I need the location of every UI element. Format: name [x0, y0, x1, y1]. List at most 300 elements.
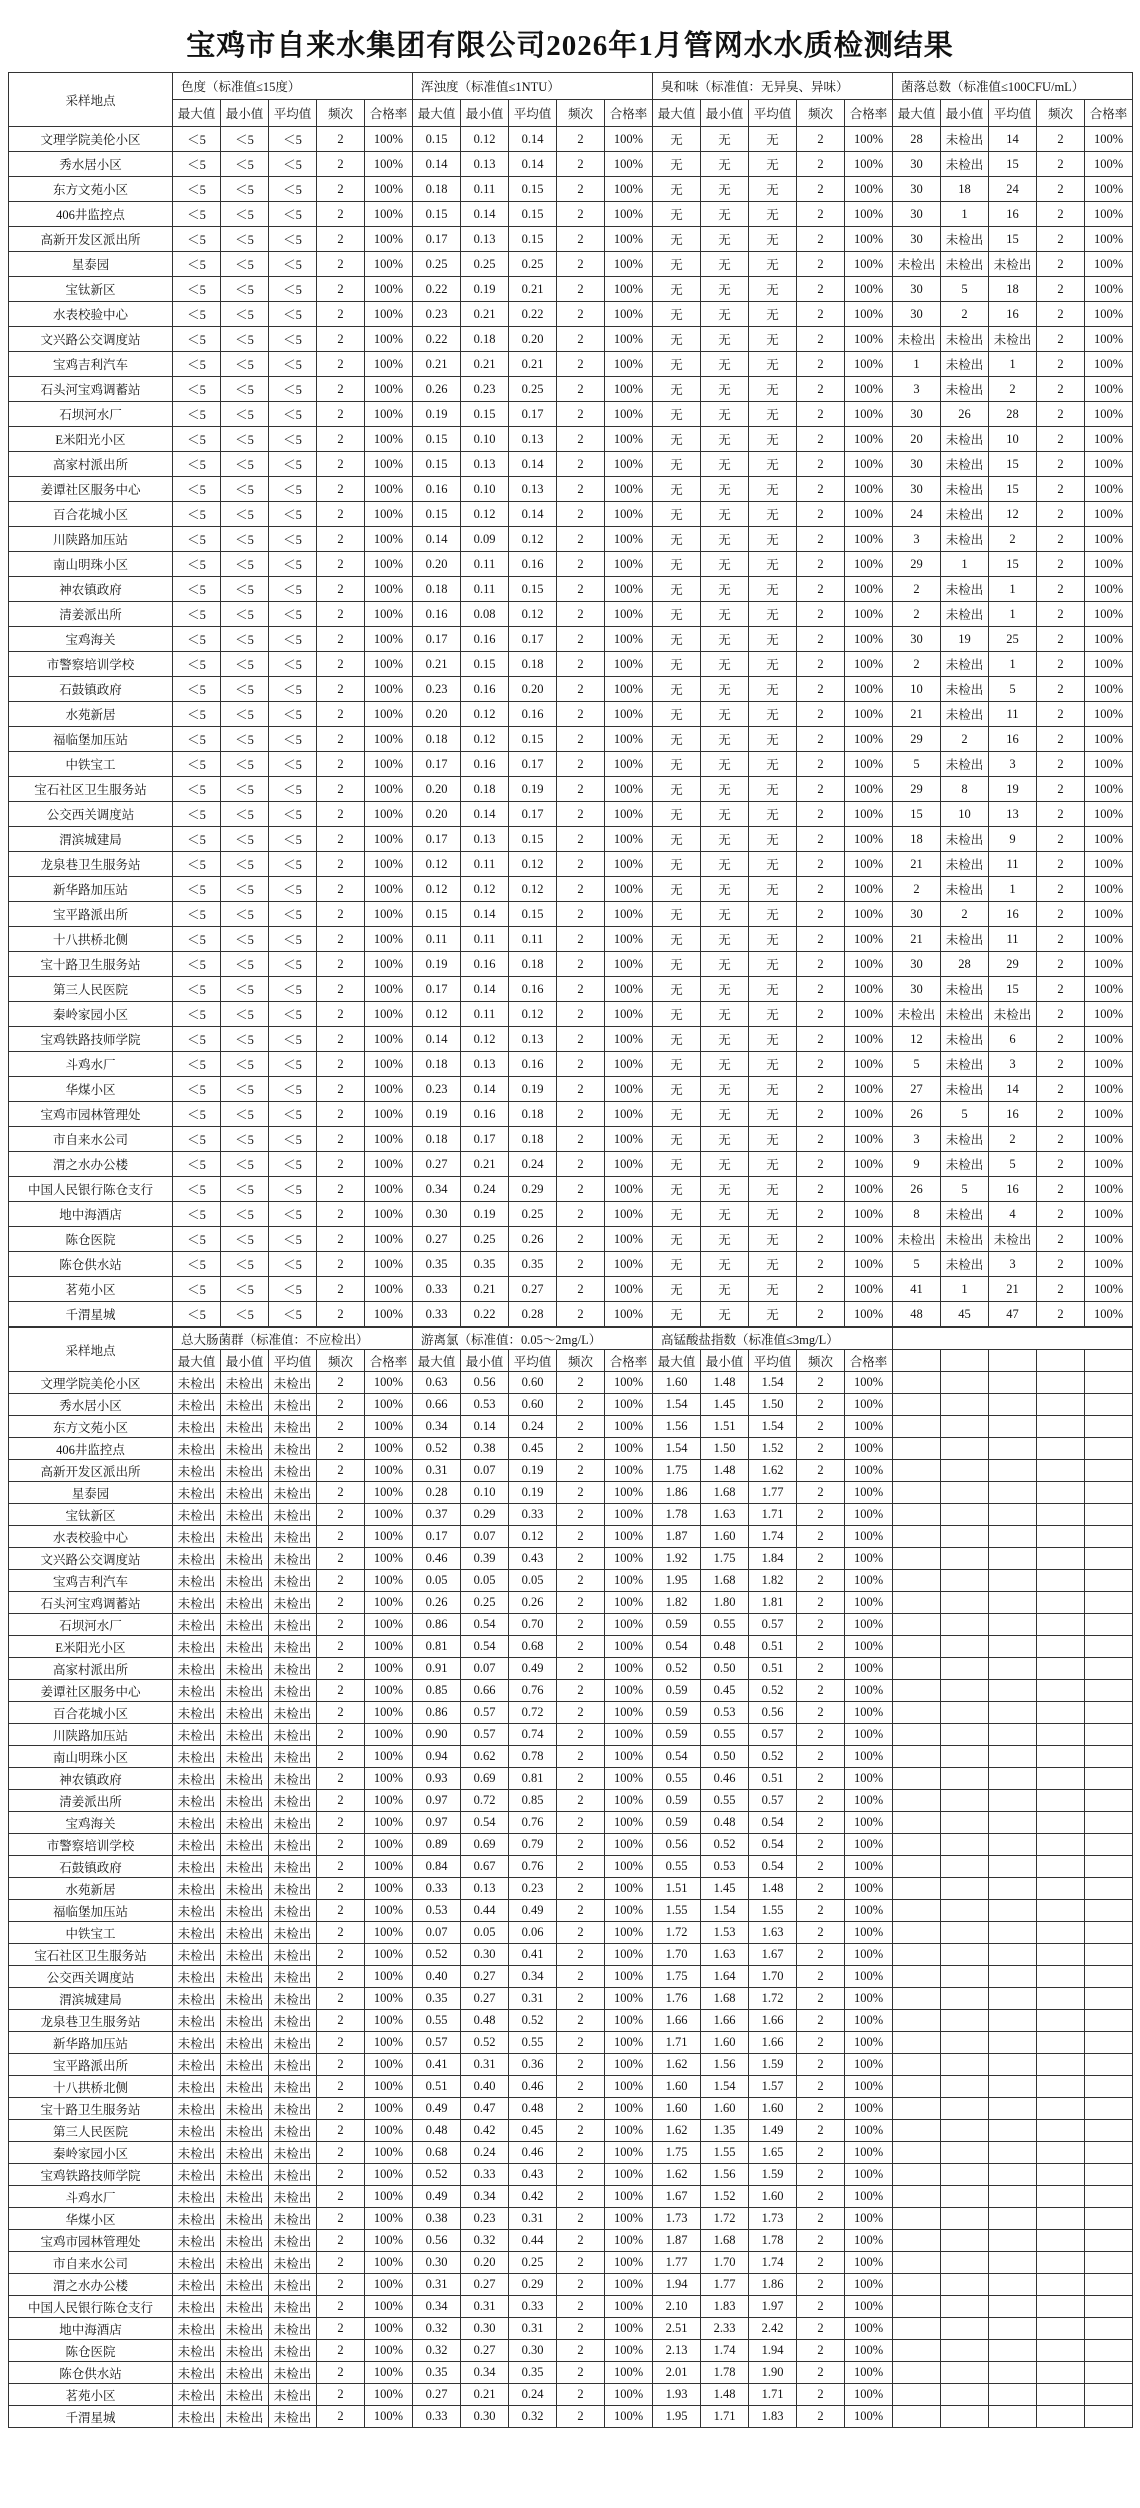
value-cell: 无 [653, 1177, 701, 1202]
value-cell: 0.42 [509, 2186, 557, 2208]
site-name-cell: 南山明珠小区 [9, 552, 173, 577]
empty-cell [1037, 2362, 1085, 2384]
value-cell: 100% [1085, 577, 1133, 602]
value-cell: 2 [317, 2120, 365, 2142]
empty-cell [1085, 2274, 1133, 2296]
value-cell: 未检出 [221, 2318, 269, 2340]
value-cell: 100% [845, 1570, 893, 1592]
value-cell: 100% [605, 577, 653, 602]
value-cell: 0.35 [509, 1252, 557, 1277]
value-cell: 100% [605, 1570, 653, 1592]
value-cell: 0.33 [509, 2296, 557, 2318]
value-cell: 2 [557, 2142, 605, 2164]
empty-cell [941, 1812, 989, 1834]
value-cell: 0.81 [413, 1636, 461, 1658]
value-cell: 100% [365, 2120, 413, 2142]
empty-cell [1085, 1834, 1133, 1856]
value-cell: ＜5 [221, 627, 269, 652]
value-cell: 未检出 [173, 1834, 221, 1856]
value-cell: 100% [605, 302, 653, 327]
column-header: 最小值 [461, 1350, 509, 1372]
value-cell: 无 [653, 1152, 701, 1177]
table-row [9, 1900, 1133, 1922]
value-cell: 0.19 [413, 402, 461, 427]
value-cell: ＜5 [269, 652, 317, 677]
value-cell: 无 [701, 602, 749, 627]
value-cell: 30 [893, 902, 941, 927]
value-cell: ＜5 [173, 1002, 221, 1027]
value-cell: 2 [317, 977, 365, 1002]
site-name-cell: 秀水居小区 [9, 1394, 173, 1416]
value-cell: 0.49 [509, 1900, 557, 1922]
value-cell: 100% [1085, 302, 1133, 327]
table-row [9, 677, 1133, 702]
value-cell: ＜5 [221, 1277, 269, 1302]
value-cell: 0.05 [461, 1922, 509, 1944]
value-cell: 2 [797, 702, 845, 727]
value-cell: 2 [797, 2098, 845, 2120]
table1-group-header-row [9, 73, 1133, 100]
value-cell: 100% [605, 2120, 653, 2142]
empty-cell [989, 1460, 1037, 1482]
value-cell: 未检出 [269, 1724, 317, 1746]
value-cell: 0.25 [461, 1592, 509, 1614]
value-cell: 未检出 [173, 2010, 221, 2032]
value-cell: 15 [989, 552, 1037, 577]
value-cell: 100% [605, 1856, 653, 1878]
site-name-cell: 神农镇政府 [9, 1768, 173, 1790]
value-cell: 0.57 [749, 1724, 797, 1746]
value-cell: 0.16 [461, 677, 509, 702]
value-cell: 0.07 [413, 1922, 461, 1944]
value-cell: 0.18 [509, 1127, 557, 1152]
value-cell: 未检出 [269, 1746, 317, 1768]
empty-cell [1085, 1812, 1133, 1834]
value-cell: 未检出 [173, 2054, 221, 2076]
empty-cell [1037, 2296, 1085, 2318]
value-cell: 2 [797, 902, 845, 927]
value-cell: ＜5 [173, 802, 221, 827]
table-row [9, 802, 1133, 827]
empty-cell [1037, 2032, 1085, 2054]
value-cell: 无 [701, 802, 749, 827]
value-cell: 2 [317, 852, 365, 877]
value-cell: 2 [1037, 1177, 1085, 1202]
value-cell: 8 [941, 777, 989, 802]
empty-cell [893, 1966, 941, 1988]
value-cell: 2 [941, 727, 989, 752]
value-cell: 未检出 [269, 1636, 317, 1658]
value-cell: 0.17 [413, 752, 461, 777]
empty-cell [1085, 1372, 1133, 1394]
value-cell: 100% [605, 2032, 653, 2054]
value-cell: 100% [845, 2384, 893, 2406]
value-cell: 0.45 [509, 2120, 557, 2142]
value-cell: 0.27 [413, 1227, 461, 1252]
value-cell: 未检出 [269, 2340, 317, 2362]
value-cell: 无 [653, 977, 701, 1002]
value-cell: 0.05 [509, 1570, 557, 1592]
value-cell: 2 [317, 1127, 365, 1152]
value-cell: 无 [653, 202, 701, 227]
value-cell: 0.97 [413, 1812, 461, 1834]
value-cell: 2 [893, 877, 941, 902]
empty-cell [893, 1636, 941, 1658]
empty-cell [989, 2010, 1037, 2032]
value-cell: 1.60 [653, 2098, 701, 2120]
table-row [9, 552, 1133, 577]
value-cell: 无 [653, 127, 701, 152]
value-cell: 0.33 [413, 2406, 461, 2428]
value-cell: 1 [941, 1277, 989, 1302]
value-cell: 0.05 [461, 1570, 509, 1592]
value-cell: ＜5 [221, 602, 269, 627]
value-cell: 0.41 [509, 1944, 557, 1966]
site-name-cell: 秦岭家园小区 [9, 1002, 173, 1027]
value-cell: 16 [989, 1177, 1037, 1202]
empty-cell [1037, 1372, 1085, 1394]
value-cell: 100% [365, 802, 413, 827]
empty-cell [989, 2318, 1037, 2340]
site-name-cell: 千渭星城 [9, 2406, 173, 2428]
value-cell: 100% [365, 2186, 413, 2208]
value-cell: ＜5 [269, 952, 317, 977]
value-cell: 100% [365, 327, 413, 352]
value-cell: 0.21 [461, 1152, 509, 1177]
value-cell: 2 [797, 2142, 845, 2164]
empty-cell [893, 2406, 941, 2428]
value-cell: 0.12 [509, 852, 557, 877]
value-cell: 100% [365, 2010, 413, 2032]
value-cell: 100% [365, 2142, 413, 2164]
value-cell: 0.52 [413, 2164, 461, 2186]
value-cell: 0.44 [461, 1900, 509, 1922]
value-cell: 无 [701, 752, 749, 777]
value-cell: 未检出 [173, 2120, 221, 2142]
value-cell: 未检出 [221, 2076, 269, 2098]
empty-cell [989, 2340, 1037, 2362]
value-cell: 2 [557, 1856, 605, 1878]
empty-cell [989, 2274, 1037, 2296]
value-cell: 0.54 [461, 1614, 509, 1636]
value-cell: 2 [1037, 127, 1085, 152]
value-cell: 0.17 [413, 827, 461, 852]
empty-cell [941, 2362, 989, 2384]
value-cell: 0.68 [509, 1636, 557, 1658]
value-cell: 2 [557, 702, 605, 727]
value-cell: 未检出 [269, 1548, 317, 1570]
value-cell: 2 [557, 2076, 605, 2098]
table-row [9, 1438, 1133, 1460]
value-cell: 100% [845, 1746, 893, 1768]
value-cell: 100% [605, 852, 653, 877]
value-cell: 2 [557, 1988, 605, 2010]
value-cell: 未检出 [221, 2120, 269, 2142]
value-cell: 3 [989, 1252, 1037, 1277]
table-coliform-chlorine-permanganate [8, 1327, 1133, 2428]
value-cell: 2 [317, 802, 365, 827]
value-cell: 0.33 [413, 1878, 461, 1900]
site-name-cell: 茗苑小区 [9, 2384, 173, 2406]
site-name-cell: 陈仓供水站 [9, 2362, 173, 2384]
value-cell: 无 [701, 1202, 749, 1227]
empty-cell [1085, 2296, 1133, 2318]
site-name-cell: 宝鸡市园林管理处 [9, 1102, 173, 1127]
value-cell: 1.60 [701, 2098, 749, 2120]
column-header: 合格率 [1085, 100, 1133, 127]
value-cell: 未检出 [941, 452, 989, 477]
value-cell: 100% [845, 802, 893, 827]
value-cell: 0.24 [461, 1177, 509, 1202]
value-cell: 2 [797, 1856, 845, 1878]
empty-cell [893, 2032, 941, 2054]
column-header: 频次 [797, 1350, 845, 1372]
value-cell: 2 [557, 427, 605, 452]
table-row [9, 1202, 1133, 1227]
value-cell: 100% [365, 1834, 413, 1856]
value-cell: 无 [749, 277, 797, 302]
value-cell: 2 [797, 2406, 845, 2428]
site-name-cell: 石坝河水厂 [9, 1614, 173, 1636]
value-cell: 无 [653, 902, 701, 927]
value-cell: 100% [1085, 1102, 1133, 1127]
empty-cell [893, 1768, 941, 1790]
empty-cell [1085, 1966, 1133, 1988]
value-cell: 0.23 [461, 377, 509, 402]
value-cell: 0.16 [509, 1052, 557, 1077]
value-cell: 100% [605, 2406, 653, 2428]
site-name-cell: 陈仓供水站 [9, 1252, 173, 1277]
value-cell: 未检出 [173, 1922, 221, 1944]
empty-cell [941, 1636, 989, 1658]
value-cell: 2 [557, 1592, 605, 1614]
value-cell: 0.15 [413, 202, 461, 227]
value-cell: 2 [557, 1027, 605, 1052]
value-cell: 2 [557, 1277, 605, 1302]
value-cell: 未检出 [221, 2274, 269, 2296]
column-header: 频次 [317, 100, 365, 127]
value-cell: 2 [1037, 752, 1085, 777]
table-row [9, 952, 1133, 977]
empty-cell [941, 1966, 989, 1988]
value-cell: 100% [845, 1416, 893, 1438]
value-cell: 100% [605, 1227, 653, 1252]
value-cell: 2 [797, 652, 845, 677]
value-cell: 100% [605, 1102, 653, 1127]
value-cell: 2 [317, 2230, 365, 2252]
value-cell: 未检出 [221, 2054, 269, 2076]
empty-cell [941, 2098, 989, 2120]
value-cell: 100% [1085, 727, 1133, 752]
value-cell: 0.35 [413, 1252, 461, 1277]
value-cell: 1.66 [701, 2010, 749, 2032]
value-cell: ＜5 [269, 702, 317, 727]
value-cell: 16 [989, 1102, 1037, 1127]
value-cell: 1.72 [701, 2208, 749, 2230]
value-cell: 无 [749, 502, 797, 527]
value-cell: 2.51 [653, 2318, 701, 2340]
value-cell: 2 [557, 1482, 605, 1504]
group-header-odor: 臭和味（标准值：无异臭、异味） [653, 73, 893, 100]
value-cell: 0.25 [509, 252, 557, 277]
value-cell: 0.76 [509, 1856, 557, 1878]
value-cell: 28 [941, 952, 989, 977]
value-cell: 100% [845, 1548, 893, 1570]
value-cell: 100% [845, 2098, 893, 2120]
value-cell: 无 [749, 1077, 797, 1102]
value-cell: 2 [797, 2208, 845, 2230]
value-cell: 100% [845, 177, 893, 202]
value-cell: 0.55 [413, 2010, 461, 2032]
value-cell: 1.74 [749, 2252, 797, 2274]
empty-cell [989, 1944, 1037, 1966]
value-cell: 100% [365, 1077, 413, 1102]
empty-cell [989, 1922, 1037, 1944]
value-cell: 1.75 [653, 1460, 701, 1482]
value-cell: 2 [317, 1878, 365, 1900]
value-cell: 未检出 [173, 2318, 221, 2340]
value-cell: 2 [317, 2406, 365, 2428]
empty-cell [1085, 1548, 1133, 1570]
value-cell: 0.34 [413, 1416, 461, 1438]
value-cell: 0.17 [509, 802, 557, 827]
value-cell: 2 [557, 1702, 605, 1724]
value-cell: 2 [317, 1526, 365, 1548]
site-name-cell: 华煤小区 [9, 2208, 173, 2230]
table-row [9, 227, 1133, 252]
value-cell: ＜5 [173, 952, 221, 977]
value-cell: 未检出 [269, 1900, 317, 1922]
value-cell: 2 [1037, 1302, 1085, 1327]
value-cell: 0.30 [413, 1202, 461, 1227]
site-name-cell: 宝鸡铁路技师学院 [9, 2164, 173, 2186]
value-cell: 2 [1037, 877, 1085, 902]
value-cell: 无 [701, 927, 749, 952]
empty-cell [1037, 2252, 1085, 2274]
value-cell: 1.66 [749, 2010, 797, 2032]
value-cell: 0.52 [461, 2032, 509, 2054]
value-cell: 2 [797, 1900, 845, 1922]
value-cell: 2 [557, 477, 605, 502]
value-cell: 未检出 [173, 2076, 221, 2098]
value-cell: 1.84 [749, 1548, 797, 1570]
value-cell: 0.16 [461, 627, 509, 652]
value-cell: 0.24 [509, 2384, 557, 2406]
value-cell: 2 [317, 2296, 365, 2318]
empty-cell [893, 1680, 941, 1702]
table-row [9, 1152, 1133, 1177]
table-row [9, 1482, 1133, 1504]
value-cell: 未检出 [173, 2296, 221, 2318]
value-cell: 无 [701, 1077, 749, 1102]
value-cell: 无 [653, 327, 701, 352]
empty-cell [1085, 2186, 1133, 2208]
value-cell: 100% [1085, 927, 1133, 952]
value-cell: ＜5 [173, 602, 221, 627]
value-cell: 无 [749, 1202, 797, 1227]
empty-cell [1085, 1790, 1133, 1812]
value-cell: 2 [557, 1724, 605, 1746]
value-cell: 0.42 [461, 2120, 509, 2142]
value-cell: 0.53 [701, 1856, 749, 1878]
value-cell: 0.33 [413, 1277, 461, 1302]
value-cell: 100% [365, 1277, 413, 1302]
value-cell: 2 [317, 402, 365, 427]
value-cell: 2 [317, 877, 365, 902]
empty-cell [941, 1944, 989, 1966]
value-cell: 0.69 [461, 1834, 509, 1856]
value-cell: 2 [557, 1102, 605, 1127]
site-name-cell: 中铁宝工 [9, 1922, 173, 1944]
value-cell: 未检出 [221, 2032, 269, 2054]
value-cell: 1.83 [701, 2296, 749, 2318]
value-cell: 0.11 [413, 927, 461, 952]
empty-cell [893, 1614, 941, 1636]
value-cell: ＜5 [221, 677, 269, 702]
value-cell: 无 [701, 1252, 749, 1277]
value-cell: 2 [1037, 277, 1085, 302]
value-cell: 2 [797, 852, 845, 877]
value-cell: ＜5 [173, 502, 221, 527]
value-cell: ＜5 [269, 227, 317, 252]
value-cell: 100% [365, 452, 413, 477]
value-cell: 1.60 [749, 2186, 797, 2208]
value-cell: 0.52 [413, 1438, 461, 1460]
value-cell: 2 [317, 2208, 365, 2230]
value-cell: 0.59 [653, 1702, 701, 1724]
value-cell: 未检出 [173, 1768, 221, 1790]
value-cell: 0.72 [509, 1702, 557, 1724]
value-cell: 未检出 [269, 2120, 317, 2142]
value-cell: 2 [557, 952, 605, 977]
value-cell: 30 [893, 227, 941, 252]
table-row [9, 2076, 1133, 2098]
value-cell: 100% [605, 2098, 653, 2120]
value-cell: 100% [845, 1052, 893, 1077]
table-row [9, 1592, 1133, 1614]
value-cell: 100% [605, 1812, 653, 1834]
value-cell: 未检出 [269, 2032, 317, 2054]
value-cell: 2 [557, 302, 605, 327]
value-cell: 100% [845, 2054, 893, 2076]
value-cell: 0.47 [461, 2098, 509, 2120]
value-cell: 2 [797, 802, 845, 827]
table-row [9, 2010, 1133, 2032]
value-cell: 0.28 [509, 1302, 557, 1327]
value-cell: 100% [845, 2142, 893, 2164]
value-cell: 100% [1085, 177, 1133, 202]
value-cell: 15 [989, 227, 1037, 252]
value-cell: 29 [893, 727, 941, 752]
column-header: 频次 [557, 100, 605, 127]
value-cell: 100% [605, 377, 653, 402]
value-cell: 2 [557, 727, 605, 752]
site-name-cell: 姜谭社区服务中心 [9, 477, 173, 502]
site-name-cell: 宝石社区卫生服务站 [9, 1944, 173, 1966]
value-cell: 0.32 [509, 2406, 557, 2428]
value-cell: 0.11 [461, 177, 509, 202]
value-cell: 1.48 [701, 2384, 749, 2406]
site-name-cell: 福临堡加压站 [9, 727, 173, 752]
value-cell: 100% [1085, 477, 1133, 502]
value-cell: 未检出 [173, 1548, 221, 1570]
empty-cell [893, 2362, 941, 2384]
value-cell: 13 [989, 802, 1037, 827]
table-turbidity-color-odor-colony [8, 72, 1133, 1327]
value-cell: ＜5 [173, 202, 221, 227]
value-cell: ＜5 [173, 677, 221, 702]
value-cell: 2 [317, 1570, 365, 1592]
